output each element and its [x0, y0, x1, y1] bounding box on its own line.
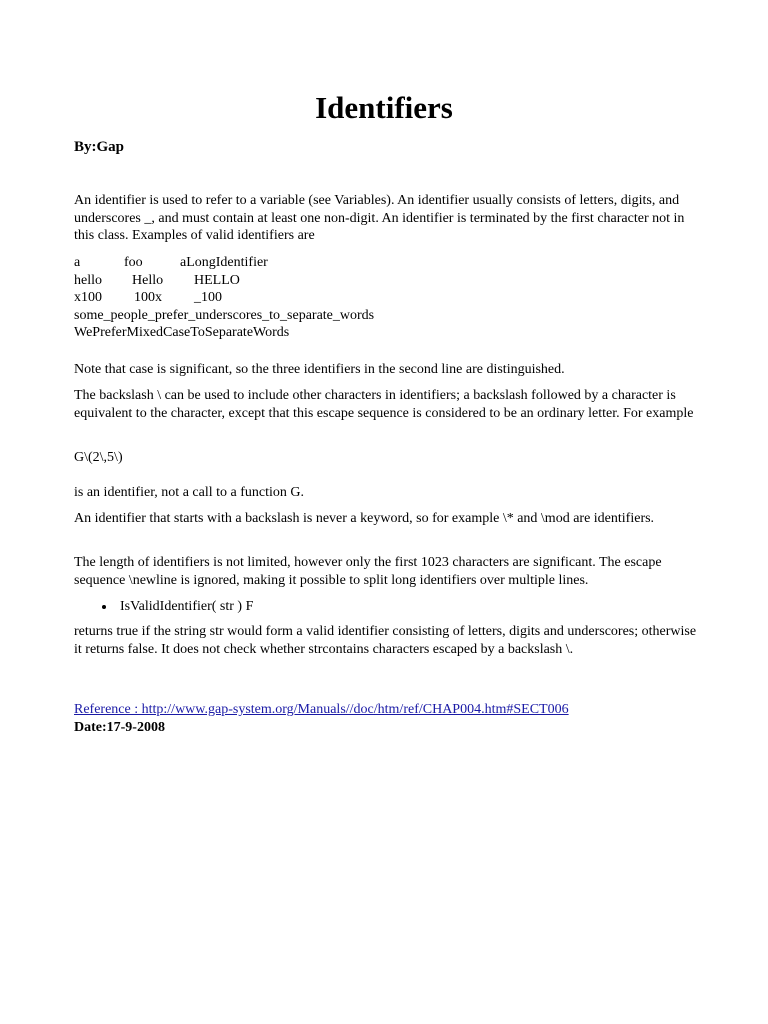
example-row-2 [74, 272, 374, 290]
bullet-dot-icon [102, 605, 106, 609]
example-cell: aLongIdentifier [180, 255, 268, 270]
code-example: G\(2\,5\) [74, 450, 123, 465]
is-identifier-paragraph: is an identifier, not a call to a function G. [74, 485, 304, 500]
example-cell: HELLO [194, 272, 240, 288]
length-paragraph: The length of identifiers is not limited, however only the first 1023 characters are significant. The escape sequence \newline is ignored, making it possible to split long identifiers over multiple lines. [74, 555, 662, 588]
example-cell: a [74, 255, 81, 270]
date-line: Date:17-9-2008 [74, 720, 165, 735]
example-row-3 [74, 289, 374, 307]
returns-paragraph: returns true if the string str would form a valid identifier consisting of letters, digits and underscores; otherwise it returns false. It does not check whether strcontains characters escaped by a backslash \. [74, 624, 697, 657]
author-line: By:Gap [74, 139, 125, 155]
bullet-item [102, 598, 253, 616]
reference-link[interactable]: Reference : http://www.gap-system.org/Manuals//doc/htm/ref/CHAP004.htm#SECT006 [74, 702, 569, 717]
example-cell: Hello [132, 272, 164, 288]
example-cell: 100x [134, 290, 162, 305]
identifier-examples [74, 254, 374, 342]
example-cell: hello [74, 272, 102, 288]
backslash-paragraph: The backslash \ can be used to include other characters in identifiers; a backslash followed by a character is equivalent to the character, except that this escape sequence is considered to be an ordinary letter. For example [74, 388, 694, 421]
example-row-1 [74, 254, 374, 272]
example-line-4: some_people_prefer_underscores_to_separate_words [74, 307, 375, 323]
example-cell: foo [124, 255, 143, 270]
intro-paragraph: An identifier is used to refer to a variable (see Variables). An identifier usually consists of letters, digits, and underscores _, and must contain at least one non-digit. An identifier is terminated by the first character not in this class. Examples of valid identifiers are [74, 193, 685, 243]
example-cell: _100 [194, 290, 222, 305]
keyword-paragraph: An identifier that starts with a backslash is never a keyword, so for example \* and \mod are identifiers. [74, 511, 655, 526]
example-cell: x100 [74, 290, 102, 305]
page-title: Identifiers [315, 90, 453, 125]
note-paragraph: Note that case is significant, so the three identifiers in the second line are distinguished. [74, 362, 565, 377]
example-line-5: WePreferMixedCaseToSeparateWords [74, 325, 290, 340]
bullet-text: IsValidIdentifier( str ) F [120, 599, 254, 614]
